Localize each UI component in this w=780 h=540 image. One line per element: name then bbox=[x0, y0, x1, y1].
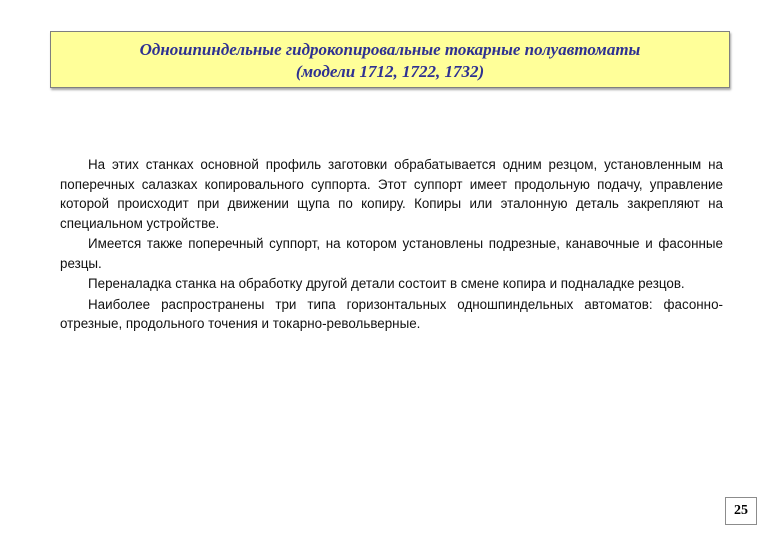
paragraph-1: На этих станках основной профиль заготовки обрабатывается одним резцом, установленным на поперечных салазках копировального суппорта. Этот суппорт имеет продольную подачу, управление которой происходит при движении щупа по копиру. Копиры или эталонную деталь закрепляют на специальном устройстве. bbox=[60, 157, 723, 231]
slide-title-box bbox=[50, 31, 730, 88]
slide-title: Одношпиндельные гидрокопировальные токарные полуавтоматы bbox=[139, 40, 641, 59]
page-number: 25 bbox=[725, 497, 757, 525]
paragraph-3: Переналадка станка на обработку другой детали состоит в смене копира и подналадке резцов. bbox=[88, 276, 685, 291]
paragraph-4: Наиболее распространены три типа горизонтальных одношпиндельных автоматов: фасонно-отрезные, продольного точения и токарно-револьверные. bbox=[60, 296, 723, 331]
slide-subtitle: (модели 1712, 1722, 1732) bbox=[295, 62, 485, 81]
paragraph-2: Имеется также поперечный суппорт, на котором установлены подрезные, канавочные и фасонные резцы. bbox=[60, 236, 723, 271]
slide-body bbox=[60, 155, 723, 335]
